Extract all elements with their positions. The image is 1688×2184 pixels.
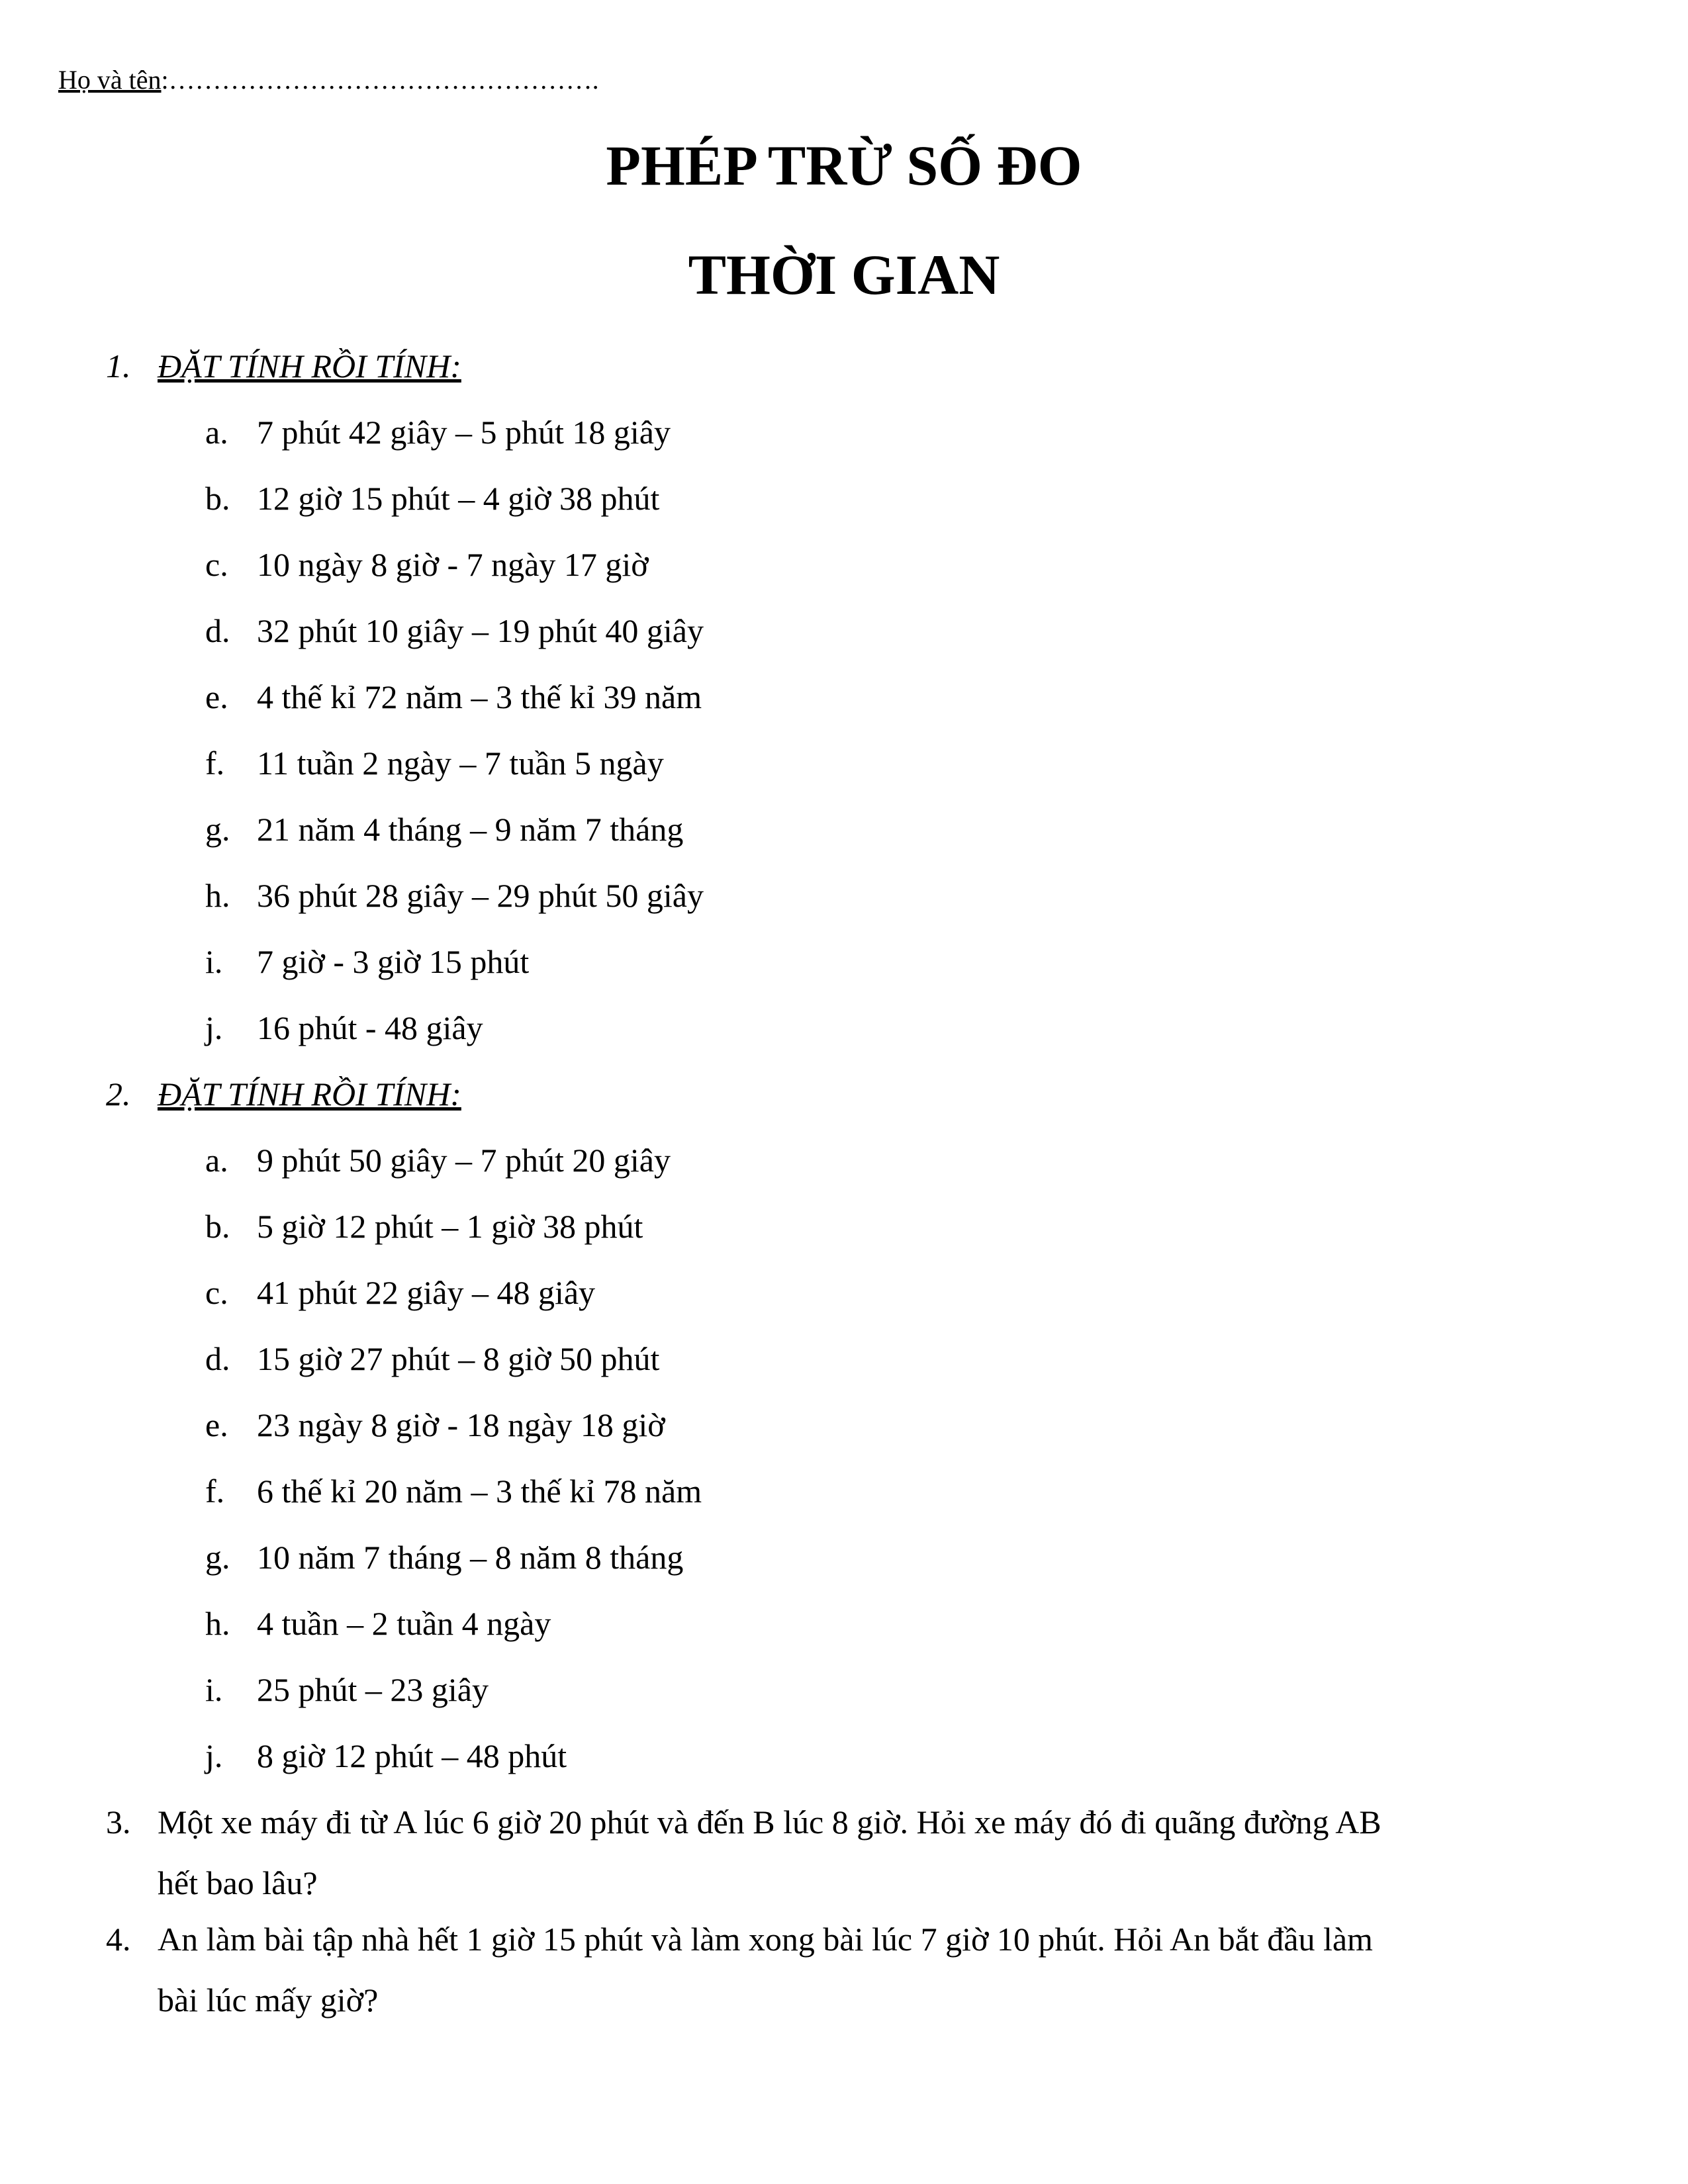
item-letter: f. [205, 745, 225, 782]
exercise-item [205, 743, 664, 783]
exercise-item [205, 1736, 567, 1776]
item-text: 11 tuần 2 ngày – 7 tuần 5 ngày [257, 745, 664, 782]
title-line-2: THỜI GIAN [688, 243, 1000, 306]
item-letter: d. [205, 1340, 230, 1377]
problem-text-line-1: Một xe máy đi từ A lúc 6 giờ 20 phút và đến B lúc 8 giờ. Hỏi xe máy đó đi quãng đường AB [158, 1803, 1382, 1841]
item-text: 15 giờ 27 phút – 8 giờ 50 phút [257, 1340, 660, 1377]
name-blank: :…………………………………………. [161, 65, 599, 95]
item-letter: h. [205, 877, 230, 914]
item-text: 6 thế kỉ 20 năm – 3 thế kỉ 78 năm [257, 1473, 702, 1510]
exercise-item [205, 545, 649, 584]
problem-number: 4. [106, 1921, 131, 1958]
title-line-1: PHÉP TRỪ SỐ ĐO [606, 134, 1082, 197]
item-text: 4 tuần – 2 tuần 4 ngày [257, 1605, 551, 1642]
exercise-item [205, 1670, 489, 1709]
exercise-item [205, 1008, 483, 1048]
exercise-item [205, 1206, 643, 1246]
exercise-item [205, 809, 683, 849]
item-text: 41 phút 22 giây – 48 giây [257, 1274, 596, 1311]
item-text: 7 phút 42 giây – 5 phút 18 giây [257, 414, 671, 451]
item-letter: b. [205, 1208, 230, 1245]
item-text: 10 ngày 8 giờ - 7 ngày 17 giờ [257, 546, 649, 583]
item-text: 10 năm 7 tháng – 8 năm 8 tháng [257, 1539, 684, 1576]
problem-text-line-1: An làm bài tập nhà hết 1 giờ 15 phút và làm xong bài lúc 7 giờ 10 phút. Hỏi An bắt đầu làm [158, 1921, 1373, 1958]
exercise-item [205, 1471, 702, 1511]
item-letter: i. [205, 943, 223, 980]
item-text: 32 phút 10 giây – 19 phút 40 giây [257, 612, 704, 649]
item-letter: d. [205, 612, 230, 649]
item-letter: h. [205, 1605, 230, 1642]
item-text: 25 phút – 23 giây [257, 1671, 489, 1708]
section-2-heading [106, 1074, 461, 1114]
item-letter: g. [205, 1539, 230, 1576]
item-text: 36 phút 28 giây – 29 phút 50 giây [257, 877, 704, 914]
section-1-heading [106, 346, 461, 386]
item-text: 7 giờ - 3 giờ 15 phút [257, 943, 530, 980]
problem-number: 3. [106, 1803, 131, 1841]
item-letter: a. [205, 1142, 228, 1179]
problem-text-line-2: hết bao lâu? [158, 1864, 318, 1901]
item-letter: a. [205, 414, 228, 451]
exercise-item [205, 677, 702, 717]
section-heading-text: ĐẶT TÍNH RỒI TÍNH: [158, 1075, 461, 1113]
item-letter: i. [205, 1671, 223, 1708]
section-heading-text: ĐẶT TÍNH RỒI TÍNH: [158, 347, 461, 385]
item-text: 12 giờ 15 phút – 4 giờ 38 phút [257, 480, 660, 517]
item-letter: f. [205, 1473, 225, 1510]
item-letter: g. [205, 811, 230, 848]
exercise-item [205, 1405, 665, 1445]
student-name-line [58, 64, 599, 97]
section-number: 1. [106, 347, 131, 385]
item-letter: e. [205, 678, 228, 715]
item-letter: b. [205, 480, 230, 517]
item-text: 8 giờ 12 phút – 48 phút [257, 1737, 567, 1774]
exercise-item [205, 1339, 659, 1379]
item-letter: j. [205, 1737, 223, 1774]
item-letter: e. [205, 1406, 228, 1443]
item-letter: c. [205, 1274, 228, 1311]
item-text: 5 giờ 12 phút – 1 giờ 38 phút [257, 1208, 643, 1245]
item-letter: c. [205, 546, 228, 583]
section-number: 2. [106, 1075, 131, 1113]
item-text: 16 phút - 48 giây [257, 1009, 483, 1046]
item-text: 23 ngày 8 giờ - 18 ngày 18 giờ [257, 1406, 665, 1443]
exercise-item [205, 1604, 551, 1643]
exercise-item [205, 942, 529, 981]
exercise-item [205, 1273, 595, 1312]
problem-text-line-2: bài lúc mấy giờ? [158, 1981, 379, 2019]
item-letter: j. [205, 1009, 223, 1046]
exercise-item [205, 1537, 683, 1577]
item-text: 21 năm 4 tháng – 9 năm 7 tháng [257, 811, 684, 848]
exercise-item [205, 1140, 671, 1180]
exercise-item [205, 876, 704, 915]
exercise-item [205, 478, 659, 518]
name-label: Họ và tên [58, 65, 162, 95]
exercise-item [205, 611, 704, 651]
item-text: 4 thế kỉ 72 năm – 3 thế kỉ 39 năm [257, 678, 702, 715]
item-text: 9 phút 50 giây – 7 phút 20 giây [257, 1142, 671, 1179]
exercise-item [205, 412, 671, 452]
